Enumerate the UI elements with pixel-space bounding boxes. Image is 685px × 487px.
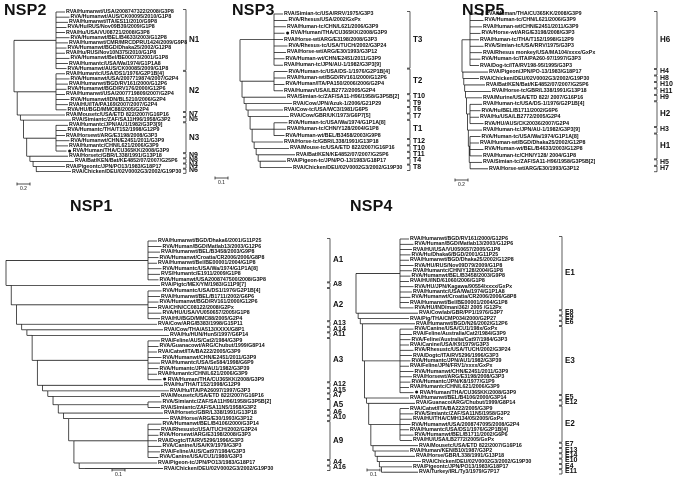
- leaf-label: RVA/Humantc/CHN/L621/2006/G3P9: [69, 142, 159, 149]
- leaf-label: RVA/Simiantc/ZAF/SA11H96/1958/G3P2: [72, 117, 171, 124]
- leaf-label: RVA/Turkey/IRL/Ty3/1979/G7P17: [419, 469, 500, 476]
- leaf-label: RVA/Humanwt/BGD/RV176/2000/G12P6: [67, 86, 166, 93]
- leaf-label: RVA/Guanaco/ARG/Chubut/1999/G8P14: [416, 400, 516, 407]
- clade-label: A3: [333, 355, 344, 365]
- leaf-label: RVA/Humantc/THA/T152/1998/G12P9: [67, 127, 160, 134]
- leaf-label: RVA/Human-wt/BGD/RV161/2000/G12P6: [287, 75, 387, 81]
- leaf-label: RVA/Canine/USA/CU1/198x/GxPx: [414, 326, 498, 333]
- leaf-label: RVA/Feline/AUS/Cat2/1984/G3P9: [161, 337, 243, 344]
- clade-label: H7: [660, 165, 669, 173]
- leaf-label: RVA/Humantc/USA/Wa/1974/G1P1A[8]: [162, 265, 258, 272]
- leaf-label: RVA/Humantc/JPN/AU1/1982/G3P39: [159, 365, 250, 372]
- leaf-label: RVA/Humantc/JPN/AU1/1982/G3P39: [411, 357, 502, 364]
- clade-label: A6: [333, 408, 342, 416]
- leaf-label: RVA/Humanwt/USA/2008747095/2008/G2P4: [411, 421, 520, 428]
- clade-label: N7: [189, 110, 198, 118]
- leaf-label: RVA/Human/BGD/Matlab13/2003/G12P6: [162, 243, 262, 250]
- leaf-label: RVA/CHN/CC08122/2008/G2Px: [158, 304, 234, 311]
- leaf-label: RVA/Dogtc/ITA/RV5296/1996/G3P3: [158, 437, 244, 444]
- clade-label: A7: [333, 392, 342, 400]
- clade-label: T10: [413, 144, 426, 152]
- leaf-label: RVA/Humanwt/BEL/B4106/2000/G3P14: [162, 421, 259, 428]
- leaf-label: RVA/Humantc/USA/Wa/1974/G1P1A8: [413, 289, 505, 295]
- leaf-label: RVA/Chicken/DEU/02V0002G3/2002/G19P30: [293, 164, 403, 171]
- leaf-label: RVA/Human-wt/BGD/Dhaka25/2002/G12P8: [480, 140, 586, 146]
- leaf-label: RVA/Mouse-tc/USA/ETD 822/2007/G16P16: [290, 145, 395, 152]
- leaf-label: RVA/Bat/KEN/KE4852/07/2007/G25P6: [296, 151, 389, 158]
- leaf-label: RVA/Human-tc/ITA/PA260-97/1997/G3P3: [481, 56, 581, 63]
- leaf-label: RVA/Pigeon-tc/JPN/PO13/1983/G18P17: [158, 460, 256, 466]
- leaf-label: RVA/HU/USA/LB2772/2005/GxPx: [413, 437, 495, 444]
- leaf-label: RVA/Humanwt/BGD/RV161/2000/G12P6: [69, 81, 168, 88]
- clade-label: T9: [413, 99, 422, 107]
- leaf-label-highlighted: ● RVA/Human/THA/CU365KK/2008/G3P9: [163, 377, 265, 383]
- leaf-label: RVA/Cow/THA/A513/XXXX/G8P1: [164, 326, 245, 333]
- leaf-label: RVA/Human-tc/JPN/AU-1/1982/G3P3[9]: [284, 62, 381, 69]
- leaf-label: RVA/Rhesustc/USA/TUCH/2002/G3P24: [414, 347, 511, 354]
- leaf-label: RVA/Cowlab/GBR/PP1/1976/G3P7: [419, 310, 503, 317]
- leaf-label: RVA/Humanwt/USA2008747500/2008/G3P8: [159, 276, 266, 283]
- clade-label: T10: [413, 93, 426, 101]
- leaf-label: RVA/Horse-wt/ARG/E3198/2008/G3P3: [481, 30, 575, 37]
- clade-label: H10: [660, 81, 673, 89]
- leaf-label: RVA/Humanwt/BGD/RV161/2000/G12P6: [410, 236, 509, 242]
- leaf-label: RVA/Humanwt/BEL/B4633/2003/G12P8: [70, 34, 167, 41]
- leaf-label: RVA/Humanwt/BGD/Dhaka25/2002/G12P8: [67, 45, 172, 52]
- leaf-label: RVA/Horsewt/ARG/E3198/2008/G3P3: [66, 132, 158, 139]
- leaf-label: RVA/Canine/USA/K9/1979/G3P3: [162, 443, 242, 450]
- leaf-label: RVA/HU/THA/CMH134/05/2005/GxPx: [413, 416, 504, 423]
- leaf-label: RVA/Humanwt/Bel/BE00001/2004/G1P8: [158, 260, 256, 267]
- clade-label: A10: [333, 414, 346, 422]
- clade-label: H8: [660, 74, 669, 82]
- leaf-label: RVA/Chicken/DEU/02V0002G3/2002/G19P30: [164, 465, 274, 472]
- leaf-label: RVA/HU/USA/VU050657/2005/G1P8: [162, 310, 250, 317]
- leaf-label: RVA/Guanacowt/ARG/Chubut/1999/G8P14: [159, 343, 265, 350]
- leaf-label: RVA/Humantc/USA/DS1/1976/G2P1B[4]: [66, 70, 164, 77]
- clade-label: E11: [565, 467, 578, 475]
- leaf-label: RVA/Humanwt/IDN/BL5210/2006/G2P4: [70, 96, 166, 103]
- clade-label: E4: [565, 462, 574, 470]
- leaf-label: RVA/Humanwt/USA/2007719809/2007/G2P4: [66, 91, 174, 98]
- panel-title-nsp5: NSP5: [462, 2, 505, 19]
- leaf-label: RVA/Horse-tc/GBR/L338/1991/G13P18: [492, 88, 587, 95]
- leaf-label: RVA/Simian-tc/ZAF/SA11-H96/1958/G3P5B[2]: [287, 94, 400, 101]
- clade-label: T7: [413, 112, 422, 120]
- leaf-label: RVA/Feline/Australia/Cat2/1984/G3P9: [413, 331, 506, 338]
- leaf-label: RVA/Humanwt/BGD/Dhaka25/2002/G12P8: [410, 257, 514, 264]
- clade-label: E14: [565, 451, 578, 459]
- leaf-label: RVA/Catwt/ITA/BA222/2005/G3P9: [410, 405, 493, 412]
- leaf-label: RVA/Humantc/USA/Se584/1998/G6P9: [161, 360, 254, 367]
- clade-label: T12: [413, 138, 426, 146]
- leaf-label: RVA/Cow/GBR/UK/1973/G6P7[5]: [290, 113, 371, 120]
- leaf-label: RVA/Humanwt/Croatia/CR2006/2006/G8P8: [411, 294, 517, 301]
- leaf-label: RVA/Humanwt/CHN/E2451/2011/G3P9: [414, 368, 509, 375]
- leaf-label: RVA/Human/USA/LB2772/2005/G2P4: [284, 87, 376, 94]
- clade-label: H2: [660, 109, 671, 119]
- leaf-label: RVA/Rhesus/USA/2002/GxPx: [288, 17, 361, 24]
- clade-label: E1: [565, 268, 575, 278]
- leaf-label: RVA/HU/IND/mani362/ 2005 /G12Px: [414, 304, 502, 311]
- clade-label: A2: [333, 299, 344, 309]
- panel-title-nsp3: NSP3: [232, 2, 275, 19]
- leaf-label: RVA/Hu/Dhaka6/BGD/2001/G11P25: [411, 251, 499, 258]
- clade-label: A15: [333, 386, 346, 394]
- leaf-label: RVA/Rhesus-tc/USA/TUCH/2002/G3P24: [288, 43, 387, 49]
- clade-label: A12: [333, 381, 346, 389]
- clade-label: N9: [189, 151, 198, 159]
- leaf-label: RVA/Simian-tc/USA/RRV/1975/G3P3: [284, 11, 374, 17]
- leaf-label: RVA/Human-tc/USA/Wa/1974/G1P1A[8]: [288, 119, 386, 126]
- leaf-label: RVA/Humanwt/CHN/E2451/2011/G3P9: [162, 354, 257, 361]
- leaf-label: RVA/Humanwt/BEL/B4106/2000/G3P14: [410, 395, 507, 401]
- clade-label: A14: [333, 325, 346, 333]
- panel-title-nsp1: NSP1: [70, 198, 113, 215]
- leaf-label: RVA/HU/JPN/Kagawa/90554/xxxx/GxPx: [414, 283, 513, 290]
- leaf-label: RVA/Human-tc/CHN/L621/2006/G3P9: [287, 23, 379, 30]
- leaf-label: RVA/Humanwt/Bel/BE00001/2004/G1P8: [410, 299, 508, 306]
- clade-label: A5: [333, 399, 344, 409]
- clade-label: A4: [333, 458, 342, 466]
- clade-label: T11: [413, 151, 425, 158]
- leaf-label: RVA/Canine/USA/CU1/1980/G3P3: [159, 454, 243, 461]
- clade-label: H4: [660, 68, 669, 76]
- leaf-label: RVA/Horse-wt/ARG/E3198/2008/G3P3: [284, 36, 378, 43]
- leaf-label: RVA/Simiantc/ZAF/SA11N5/1958/G3P2: [414, 410, 510, 417]
- leaf-label: RVA/Human-tc/CHN/Y128/ 2004/G1P8: [483, 152, 577, 159]
- leaf-label: RVA/HU/BGD/MMC88/2005/G2P4: [161, 315, 243, 322]
- clade-label: T4: [413, 157, 422, 165]
- leaf-label: RVA/Human/KEN/B10/1987/G3P2: [410, 448, 493, 454]
- leaf-label: RVA/Catwt/ITA/BA222/2005/G3P9: [158, 349, 241, 355]
- leaf-label: RVA/Horsetc/GBR/L338/1991/G13P18: [164, 410, 257, 417]
- leaf-label: RVA/Humanwt/BEL/B3458/2003/G9P8: [411, 273, 505, 280]
- leaf-label: RVA/Hu/USA/LB2772/2005/G2P4: [480, 114, 561, 121]
- clade-label: E7: [565, 441, 574, 449]
- leaf-label: RVA/Human-tc/THA/T152/1998/G12P9: [480, 36, 574, 43]
- leaf-label: RVA/Canine/USA/K9/1979/G3P3: [410, 342, 489, 348]
- leaf-label: RVA/Hu/USA/VU08721/2008/G3P8: [66, 29, 150, 36]
- scale-bar-label: 0.1: [115, 472, 122, 478]
- clade-label: A13: [333, 320, 346, 328]
- leaf-label-highlighted: ● RVA/Human/THA/CU365KK/2008/G3P9: [480, 11, 582, 17]
- leaf-label: RVA/HU/IND/61060/2006/G1P8: [410, 278, 485, 285]
- leaf-label: RVA/Cow/ARG/B383/1998/G15P11: [158, 321, 243, 328]
- leaf-label: RVA/HU/AUS/CK20036/2007/G2P4: [484, 120, 570, 127]
- leaf-label: RVA/Human-wt/BEL/B4633/2003/G12P8: [484, 146, 583, 153]
- leaf-label: RVA/Bat/KEN/Bat/KE4852/07/2007/G25P6: [75, 158, 178, 165]
- scale-bar-label: 0.2: [458, 182, 465, 188]
- leaf-label: RVA/Horse-wt/ARG/E30/1993/G3P12: [287, 49, 378, 56]
- leaf-label: RVA/Humantc/USA/DS1/1976/G2P1B[4]: [162, 287, 261, 294]
- leaf-label: RVA/Human-wt/BEL/B3458/2003/G9P8: [285, 132, 381, 139]
- leaf-label: RVA/Simian-tc/ZAF/SA11-H96/1958/G3P5B[2]: [483, 159, 596, 166]
- clade-label: H9: [660, 94, 669, 102]
- clade-label: N2: [189, 86, 200, 96]
- clade-label: H1: [660, 141, 671, 151]
- leaf-label: RVA/Mousetc/USA/ETD 822/2007/G16P16: [419, 442, 522, 449]
- leaf-label: RVA/Pigtc/MEX/YM/1983/G11P9[7]: [161, 282, 246, 289]
- leaf-label: RVA/Humanwt/USA/2008747322/2008/G3P8: [66, 9, 174, 15]
- leaf-label: RVA/Bat/KEN/Bat/KE4852/07/2007/G25P6: [486, 81, 589, 88]
- leaf-label: RVA/Feline/Australia/Cat97/1984/G3P3: [411, 336, 508, 343]
- leaf-label: RVA/Humanwt/BGD/N26/2002/G12P6: [416, 320, 508, 327]
- clade-label: A9: [333, 435, 344, 445]
- scale-bar-label: 0.1: [370, 472, 377, 478]
- clade-label: E2: [565, 419, 575, 429]
- leaf-label: RVA/Hu/RUS/Nov10N375/2010/G1P8: [66, 50, 157, 57]
- leaf-label: RVA/Hu/ITA/PA26097/1997/G3P3: [170, 387, 251, 394]
- leaf-label: RVA/Feline/JPN/FRV1/xxxx/GxPx: [410, 363, 493, 370]
- leaf-label: RVA/Pigeontc/JPN/PO13/1983/G18P17: [66, 163, 162, 170]
- leaf-label: RVA/Horsewt/ARG/E3198/2008/G3P3: [413, 373, 505, 380]
- leaf-label: RVA/Humanwt/BGD/Dhaka6/2001/G11P25: [158, 238, 262, 244]
- leaf-label: RVA/Humanwt/BEL/B3458/2003/G9P8: [161, 249, 255, 256]
- leaf-label: RVA/Humantc/USA/Wa/1974/G1P1A8: [69, 60, 161, 67]
- leaf-label: RVA/Pigeon/JPN/PO-13/1983/G18P17: [489, 69, 582, 76]
- clade-label: H6: [660, 35, 671, 45]
- scale-bar-label: 0.2: [20, 186, 27, 192]
- clade-label: E9: [565, 314, 574, 322]
- leaf-label: RVA/Pigeontc/JPN/PO13/1983/G18P17: [413, 463, 509, 470]
- leaf-label: RVA/Human-wt/CHN/E2451/2011/G3P9: [285, 55, 381, 62]
- clade-label: H11: [660, 87, 673, 95]
- leaf-label: RVA/HU/RUS/Nov09D79/2009/G1P8: [414, 262, 503, 269]
- leaf-label: RVA/Horse/GBR/L338/1991/G13P18: [416, 453, 505, 460]
- leaf-label: RVA/Humantc/USA/DS1/1976/G2P1B[4]: [410, 426, 508, 433]
- leaf-label: RVA/Rhesus monkey/USA/MA104/xxxx/GxPx: [483, 49, 596, 56]
- leaf-label: RVA/Simiantc/ZAF/SA11H96/1958/G3P5B[2]: [162, 398, 272, 405]
- leaf-label: RVA/Dog-tc/ITA/RV198-95/1995/G3P3: [480, 62, 573, 69]
- clade-label: N4: [189, 162, 198, 170]
- leaf-label: RVA/Horse-tc/GBR/L338/1991/G13P18: [284, 139, 379, 145]
- leaf-label: RVA/Humanwt/ITA/ES11/2010/G9P8: [69, 19, 158, 26]
- leaf-label-highlighted: ● RVA/Human/THA/CU365KK/2008/G3P9: [415, 390, 517, 396]
- leaf-label: RVA/Mousetc/USA/ETD 822/2007/G16P16: [66, 112, 169, 118]
- leaf-label: RVA/Humanwt/BEL/B1711/2002/G6P6: [161, 293, 255, 300]
- leaf-label: RVA/Hu/BEL/B1711/2002/G6P6: [481, 107, 558, 114]
- leaf-label: RVA/Human-tc/CHN/Y128/2004/G1P8: [287, 126, 379, 133]
- leaf-label: RVA/Humantc/CHN/L621/2006/G3P9: [158, 371, 248, 378]
- panel-title-nsp2: NSP2: [4, 2, 47, 19]
- leaf-label: RVA/Murine/USA/ETD 822/ 2007/G16P16: [483, 94, 584, 101]
- clade-label: N6: [189, 167, 198, 175]
- clade-label: N3: [189, 132, 200, 142]
- leaf-label: RVA/Human-tc/USA/Wa/1974/G1P1A[8]: [481, 133, 579, 140]
- leaf-label: RVA/Chicken/DEU/02V0002G3/2002/G19P30: [422, 458, 532, 465]
- leaf-label: RVA/Dogtc/ITA/RV5296/1996/G3P3: [413, 352, 499, 359]
- clade-label: T8: [413, 163, 422, 171]
- leaf-label: RVA/Human-wt/CHN/E2451/2011/G3P9: [483, 23, 579, 30]
- leaf-label: RVA/Horsetc/GBR/L338/1991/G13P18: [69, 153, 162, 160]
- leaf-label: RVA/Horse/ARG/E30/1993/G3P12: [170, 415, 253, 422]
- clade-label: T6: [413, 106, 422, 114]
- scale-bar-label: 0.1: [218, 180, 225, 186]
- clade-label: T1: [413, 124, 423, 134]
- clade-label: H5: [660, 158, 669, 166]
- panel-title-nsp4: NSP4: [350, 198, 393, 215]
- leaf-label: RVA/Hu/THA/T152/1998/G12P9: [164, 382, 241, 389]
- clade-label: H3: [660, 126, 669, 134]
- leaf-label: RVA/Human-tc/USA/DS-1/1976/G2P1B[4]: [483, 101, 585, 108]
- leaf-label: RVA/Hu/HUN/Hun5/1997/G6P14: [170, 332, 249, 339]
- clade-label: E5: [565, 393, 574, 401]
- leaf-label: RVA/Humanwt/BEL/B1711/2002/G6P6: [414, 432, 508, 439]
- leaf-label: RVA/Humantc/JPN/K8/1977/G1P9: [411, 379, 495, 386]
- clade-label: E3: [565, 355, 575, 365]
- clade-label: A8: [333, 281, 342, 289]
- clade-label: E10: [565, 457, 578, 465]
- leaf-label: RVA/Cow-tc/USA/WC3/1981/G6P5: [284, 107, 368, 113]
- leaf-label: RVA/Feline/AUS/Cat97/1984/G3P3: [161, 448, 246, 455]
- clade-label: N1: [189, 34, 200, 44]
- clade-label: A11: [333, 331, 346, 339]
- leaf-label: RVA/Simian-tc/USA/RRV/1975/G3P3: [484, 43, 574, 50]
- clade-label: E6: [565, 319, 574, 327]
- leaf-label: RVA/Rhesustc/USA/TUCH/2002/G3P24: [161, 426, 258, 433]
- leaf-label: RVA/Humanwt/AUS/CK00095/2010/G1P8: [70, 14, 172, 21]
- clade-label: N5: [189, 115, 198, 123]
- leaf-label: RVA/Humanwt/CHN/E2451/2011/G3P9: [70, 137, 165, 144]
- leaf-label: RVA/Human-tc/CHN/L621/2006/G3P9: [484, 17, 576, 24]
- leaf-label: RVA/Chicken/DEU/02V0002G3/2002/G19P30: [480, 75, 590, 82]
- leaf-label: RVA/Pigeon-tc/JPN/PO-13/1983/G18P17: [287, 158, 387, 165]
- leaf-label: RVA/Human/ITA/PA150/2006/2006/G2P4: [285, 81, 385, 88]
- clade-label: A1: [333, 255, 344, 265]
- leaf-label: RVA/HU/BGD/MMC88/2005/G2P4: [67, 106, 149, 113]
- clade-label: E13: [565, 446, 578, 454]
- leaf-label: RVA/Humanwt/Bel/BE00073/2001/G1P8: [70, 55, 169, 62]
- leaf-label: RVA/Simiantc/ZAF/SA11N5/1958/G3P2: [161, 404, 257, 411]
- leaf-label: RVA/Hu/RUS/Nov09B39/2009/G1P8: [67, 24, 155, 31]
- leaf-label: RVS/Humantc/E1911/2009/G1P8: [161, 271, 241, 278]
- leaf-label: RVA/Horsewt/ARG/E3198/2008/G3P3: [159, 432, 251, 439]
- leaf-label: RVA/Humanwt/CMR/MRCDPRU1424/2009/G9P8: [69, 39, 188, 46]
- leaf-label: RVA/Mousetc/USA/ETD 822/2007/G16P16: [161, 393, 264, 400]
- leaf-label: RVA/Humanwt/AUS/CK00085/2009/G1P8: [67, 65, 169, 72]
- clade-label: T2: [413, 76, 423, 86]
- leaf-label: RVA/Humantc/CHN/L621/2006/G3P9: [410, 384, 500, 391]
- leaf-label: RVA/HU/ITA/PA169/2007/2007/G2P4: [69, 101, 158, 108]
- leaf-label: RVA/Horse-wt/ARG/E30/1993/G3P12: [489, 165, 580, 172]
- clade-label: E12: [565, 398, 578, 406]
- leaf-label: RVA/Humantc/CHN/Y128/2004/G1P8: [413, 267, 503, 274]
- leaf-label: RVA/Pig/THA/CMP034/2000/G2P27: [410, 315, 497, 322]
- leaf-label-highlighted: ● RVA/Human/THA/CU365KK/2008/G3P9: [68, 148, 170, 154]
- leaf-label-highlighted: ● RVA/Human/THA/CU365KK/2008/G3P9: [286, 30, 388, 36]
- leaf-label: RVA/Humantc/JPN/AU1/1982/G3P3[9]: [69, 122, 163, 129]
- clade-label: A16: [333, 464, 346, 472]
- leaf-label: RVA/Humanwt/USA/2007719874/2007/G2P4: [70, 75, 179, 82]
- clade-label: E8: [565, 308, 574, 316]
- leaf-label: RVA/Human-tc/JPN/AU-1/1982/G3P3[9]: [483, 127, 580, 134]
- leaf-label: RVA/HU/USA/VU050657/2005/G1P8: [413, 246, 501, 253]
- clade-label: N8: [189, 156, 198, 164]
- clade-label: T3: [413, 34, 423, 44]
- leaf-label: RVA/Chicken/DEU/02V0002G3/2002/G19P30: [72, 168, 182, 175]
- leaf-label: RVA/Human/BGD/Matlab13/2003/G12P6: [414, 241, 514, 248]
- leaf-label: RVA/Cow/JPN/Azuk-1/2006/G21P29: [293, 100, 382, 107]
- leaf-label: RVA/Human-tc/USA/DS-1/1976/G2P1B[4]: [288, 68, 390, 75]
- leaf-label: RVA/Humanwt/Croatia/CR2006/2006/G8P8: [159, 254, 265, 261]
- leaf-label: RVA/Humanwt/BGD/RV161/2000/G12P6: [159, 299, 258, 306]
